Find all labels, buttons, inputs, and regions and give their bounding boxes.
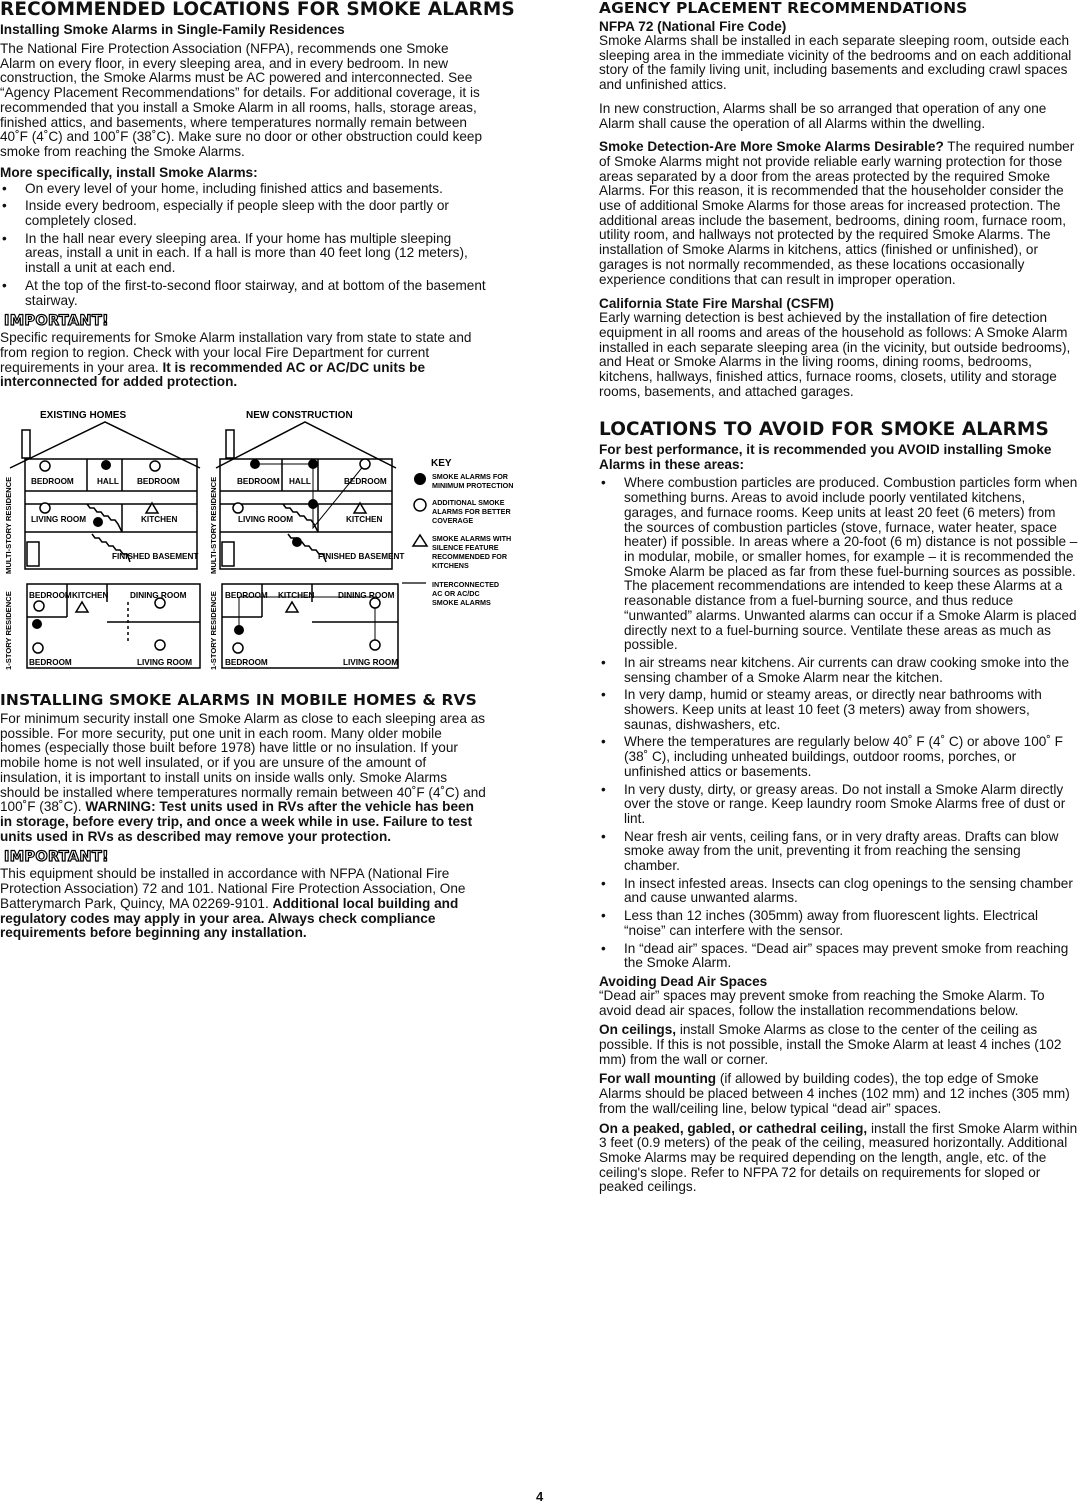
room-label: LIVING ROOM — [31, 515, 87, 524]
subheading-single-family: Installing Smoke Alarms in Single-Family Residences — [0, 22, 345, 37]
room-label: DINING ROOM — [130, 591, 187, 600]
room-label: LIVING ROOM — [137, 658, 193, 667]
room-label: LIVING ROOM — [343, 658, 399, 667]
key-text: SILENCE FEATURE — [432, 543, 499, 552]
room-label: BEDROOM — [225, 658, 268, 667]
key-text: KITCHENS — [432, 561, 469, 570]
label-one-story: 1-STORY RESIDENCE — [4, 591, 13, 670]
list-item: • In the hall near every sleeping area. If your home has multiple sleeping areas, install a unit in each. If a hall is more than 40 feet long (12 meters), install a unit at each end. — [0, 232, 486, 276]
key-text: AC OR AC/DC — [432, 589, 480, 598]
list-item: • In very dusty, dirty, or greasy areas. Do not install a Smoke Alarm directly over the stove or range. Keep laundry room Smoke Alarms free of dust or lint. — [599, 783, 1078, 827]
paragraph-peaked-ceiling — [599, 1122, 1078, 1196]
more-alarms-text: The required number of Smoke Alarms might not provide reliable early warning protection for those areas separated by a door from the areas protected by the required Smoke Alarms. For this reason, it is recommended that the householder consider the use of additional Smoke Alarms for those areas for increased protection. The additional areas include the basement, bedrooms, dining room, furnace room, utility room, and hallways not protected by the required Smoke Alarms. The installation of Smoke Alarms in kitchens, attics (finished or unfinished), or garages is not normally recommended, as these locations occasionally experience conditions that can result in improper operation. — [599, 139, 1075, 287]
key-filled-circle-icon — [414, 473, 426, 485]
room-label: HALL — [289, 477, 311, 486]
room-label: BEDROOM — [29, 658, 72, 667]
local-codes-warning: Additional local building and regulatory codes may apply in your area. Always check compliance requirements before beginning any installation. — [0, 895, 459, 941]
paragraph-nfpa-recommendation: The National Fire Protection Association (NFPA), recommends one Smoke Alarm on every floor, in every sleeping area, and in every bedroom. In new construction, the Smoke Alarms must be AC powered and interconnected. See “Agency Placement Recommendations” for details. For additional coverage, it is recommended that you install a Smoke Alarm in all rooms, halls, storage areas, finished attics, and basements, where temperatures normally remain between 40˚F (4˚C) and 100˚F (38˚C). Make sure no door or other obstruction could keep smoke from reaching the Smoke Alarms. — [0, 41, 483, 159]
key-text: MINIMUM PROTECTION — [432, 481, 514, 490]
list-item: • In “dead air” spaces. “Dead air” spaces may prevent smoke from reaching the Smoke Alarm. — [599, 942, 1078, 971]
room-label: KITCHEN — [72, 591, 109, 600]
paragraph-ceilings — [599, 1023, 1078, 1067]
key-title: KEY — [431, 458, 452, 469]
key-triangle-icon — [413, 535, 427, 546]
key-text: SMOKE ALARMS FOR — [432, 472, 508, 481]
important-badge: IMPORTANT! — [4, 313, 109, 330]
paragraph-more-alarms — [599, 140, 1078, 287]
room-label: DINING ROOM — [338, 591, 395, 600]
important-badge: IMPORTANT! — [4, 849, 109, 866]
label-multi-story: MULTI-STORY RESIDENCE — [4, 476, 13, 574]
label-existing-homes: EXISTING HOMES — [40, 410, 127, 421]
key-text: INTERCONNECTED — [432, 580, 500, 589]
paragraph-dead-air: “Dead air” spaces may prevent smoke from reaching the Smoke Alarm. To avoid dead air spaces, follow the installation recommendations below. — [599, 987, 1045, 1018]
subheading-avoid-intro: For best performance, it is recommended you AVOID installing Smoke Alarms in these areas: — [599, 442, 1052, 473]
key-text: RECOMMENDED FOR — [432, 552, 508, 561]
install-locations-list — [0, 182, 486, 309]
room-label: FINISHED BASEMENT — [318, 552, 405, 561]
interconnect-recommendation: It is recommended AC or AC/DC units be interconnected for added protection. — [0, 359, 426, 390]
mobile-homes-text: For minimum security install one Smoke Alarm as close to each sleeping area as possible. For more security, put one unit in each room. Many older mobile homes (especially those built before 1978) have little or no insulation. If your mobile home is not well insulated, or if you are unsure of the amount of insulation, it is important to install units on inside walls only. Smoke Alarms should be installed where temperatures normally remain between 40˚F (4˚C) and 100˚F (38˚C). — [0, 711, 486, 815]
room-label: FINISHED BASEMENT — [112, 552, 199, 561]
room-label: KITCHEN — [278, 591, 315, 600]
nfpa-compliance-text: This equipment should be installed in accordance with NFPA (National Fire Protection Association) 72 and 101. National Fire Protection Association, One Batterymarch Park, Quincy, MA 02269-9101. — [0, 866, 466, 911]
heading-agency-placement: AGENCY PLACEMENT RECOMMENDATIONS — [599, 0, 968, 17]
subheading-csfm: California State Fire Marshal (CSFM) — [599, 296, 834, 312]
paragraph-nfpa72: Smoke Alarms shall be installed in each separate sleeping room, outside each sleeping area in the immediate vicinity of the bedrooms and on each additional story of the family living unit, including basements and excluding crawl spaces and unfinished attics. — [599, 33, 1072, 93]
key-open-circle-icon — [414, 499, 426, 511]
paragraph-mobile-homes — [0, 712, 486, 844]
paragraph-new-construction: In new construction, Alarms shall be so arranged that operation of any one Alarm shall cause the operation of all Alarms within the dwelling. — [599, 100, 1047, 131]
key-text: SMOKE ALARMS WITH — [432, 534, 512, 543]
list-item: • Where combustion particles are produced. Combustion particles form when something burns. Areas to avoid include poorly ventilated kitchens, garages, and furnace rooms. Keep units at least 20 feet (6 meters) from the sources of combustion particles (stove, furnace, water heater, space heater) if possible. In areas where a 20-foot (6 m) distance is not possible – in modular, mobile, or smaller homes, for example – it is recommended the Smoke Alarm be placed as far from these fuel-burning sources as possible. The placement recommendations are intended to keep these Alarms at a reasonable distance from a fuel-burning source, and thus reduce “unwanted” alarms. Unwanted alarms can occur if a Smoke Alarm is placed directly next to a fuel-burning source. Ventilate these areas as much as possible. — [599, 476, 1078, 652]
subheading-nfpa72: NFPA 72 (National Fire Code) — [599, 19, 787, 34]
room-label: LIVING ROOM — [238, 515, 294, 524]
more-alarms-title: Smoke Detection-Are More Smoke Alarms Desirable? — [599, 139, 944, 155]
list-item: • Less than 12 inches (305mm) away from fluorescent lights. Electrical “noise” can interfere with the sensor. — [599, 909, 1078, 938]
heading-mobile-homes: INSTALLING SMOKE ALARMS IN MOBILE HOMES & RVS — [0, 691, 477, 710]
list-item: • In air streams near kitchens. Air currents can draw cooking smoke into the sensing chamber of a Smoke Alarm near the kitchen. — [599, 656, 1078, 685]
list-item: • Where the temperatures are regularly below 40˚ F (4˚ C) or above 100˚ F (38˚ C), including unheated buildings, outdoor rooms, porches, or unfinished attics or basements. — [599, 735, 1078, 779]
room-label: BEDROOM — [344, 477, 387, 486]
room-label: BEDROOM — [137, 477, 180, 486]
state-requirements-text: Specific requirements for Smoke Alarm installation vary from state to state and from region to region. Check with your local Fire Department for current requirements in your area. — [0, 330, 472, 375]
peaked-ceiling-title: On a peaked, gabled, or cathedral ceiling, — [599, 1120, 868, 1136]
list-item: • In insect infested areas. Insects can clog openings to the sensing chamber and cause unwanted alarms. — [599, 877, 1078, 906]
heading-recommended-locations: RECOMMENDED LOCATIONS FOR SMOKE ALARMS — [0, 0, 515, 20]
key-text: ALARMS FOR BETTER — [432, 507, 511, 516]
list-item: • Inside every bedroom, especially if people sleep with the door partly or completely closed. — [0, 199, 486, 228]
avoid-locations-list — [599, 476, 1078, 971]
paragraph-state-requirements — [0, 331, 486, 390]
paragraph-csfm: Early warning detection is best achieved by the installation of fire detection equipment in all rooms and areas of the household as follows: A Smoke Alarm installed in each separate sleeping area (in the vicinity, but outside bedrooms), and Heat or Smoke Alarms in the living rooms, dining rooms, bedrooms, kitchens, hallways, finished attics, furnace rooms, closets, utility and storage rooms, basements, and attached garages. — [599, 310, 1071, 399]
wall-mounting-title: For wall mounting — [599, 1071, 717, 1087]
ceilings-text: install Smoke Alarms as close to the center of the ceiling as possible. If this is not possible, install the Smoke Alarm at least 4 inches (102 mm) from the wall or corner. — [599, 1022, 1062, 1067]
key-text: ADDITIONAL SMOKE — [432, 498, 505, 507]
list-item: • In very damp, humid or steamy areas, or directly near bathrooms with showers. Keep units at least 10 feet (3 meters) away from showers, saunas, dishwashers, etc. — [599, 688, 1078, 732]
room-label: BEDROOM — [31, 477, 74, 486]
label-multi-story: MULTI-STORY RESIDENCE — [209, 476, 218, 574]
rv-warning: WARNING: Test units used in RVs after the vehicle has been in storage, before every trip, and once a week while in use. Failure to test units used in RVs as described may remove your protection. — [0, 799, 474, 844]
room-label: BEDROOM — [225, 591, 268, 600]
key-text: SMOKE ALARMS — [432, 598, 491, 607]
smoke-alarm-placement-diagram — [0, 402, 530, 674]
key-text: COVERAGE — [432, 516, 474, 525]
paragraph-wall-mounting — [599, 1072, 1078, 1116]
ceilings-title: On ceilings, — [599, 1022, 677, 1038]
room-label: KITCHEN — [141, 515, 178, 524]
subheading-more-specifically: More specifically, install Smoke Alarms: — [0, 164, 258, 180]
page-number: 4 — [536, 1489, 544, 1504]
list-item: • On every level of your home, including finished attics and basements. — [0, 182, 486, 197]
list-item: • Near fresh air vents, ceiling fans, or in very drafty areas. Drafts can blow smoke away from the unit, preventing it from reaching the sensing chamber. — [599, 830, 1078, 874]
subheading-dead-air: Avoiding Dead Air Spaces — [599, 973, 768, 989]
label-one-story: 1-STORY RESIDENCE — [209, 591, 218, 670]
heading-locations-to-avoid: LOCATIONS TO AVOID FOR SMOKE ALARMS — [599, 419, 1049, 441]
room-label: HALL — [97, 477, 119, 486]
room-label: BEDROOM — [237, 477, 280, 486]
room-label: BEDROOM — [29, 591, 72, 600]
peaked-ceiling-text: install the first Smoke Alarm within 3 feet (0.9 meters) of the peak of the ceiling, measured horizontally. Additional Smoke Alarms may be required depending on the length, angle, etc. of the ceiling's slope. Refer to NFPA 72 for details on requirements for sloped or peaked ceilings. — [599, 1120, 1078, 1195]
right-column — [599, 0, 1078, 1195]
paragraph-nfpa-compliance — [0, 867, 486, 941]
wall-mounting-text: (if allowed by building codes), the top edge of Smoke Alarms should be placed between 4 inches (102 mm) and 12 inches (305 mm) from the wall/ceiling line, below typical “dead air” spaces. — [599, 1071, 1070, 1116]
room-label: KITCHEN — [346, 515, 383, 524]
list-item: • At the top of the first-to-second floor stairway, and at bottom of the basement stairway. — [0, 279, 486, 308]
label-new-construction: NEW CONSTRUCTION — [246, 410, 353, 421]
